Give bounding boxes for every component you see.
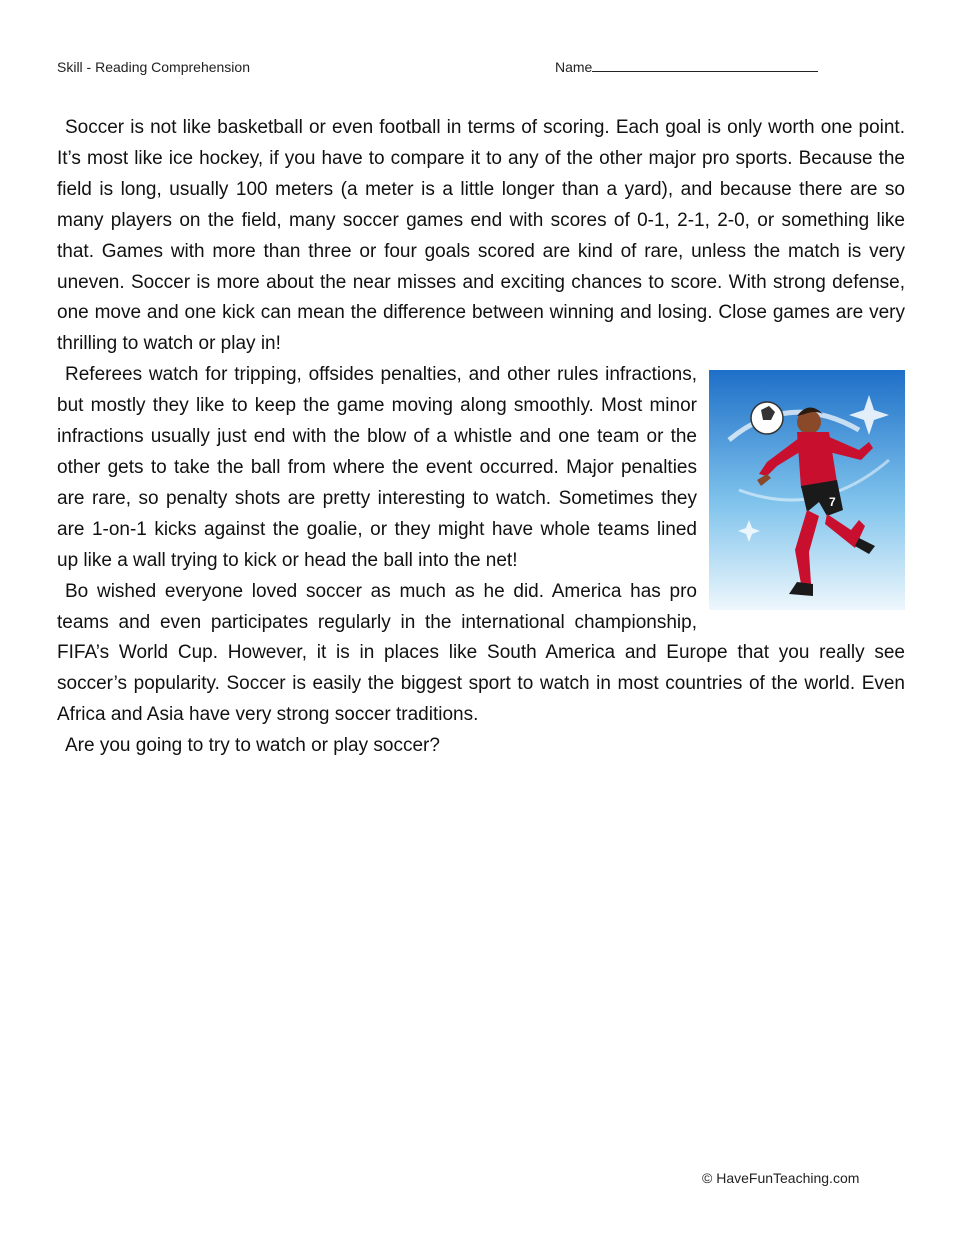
skill-label: Skill - Reading Comprehension bbox=[57, 59, 250, 75]
copyright-footer: © HaveFunTeaching.com bbox=[702, 1170, 860, 1186]
name-label: Name bbox=[555, 59, 593, 75]
paragraph-3: Bo wished everyone loved soccer as much as he did. America has pro teams and even participates regularly in the international championship, FIFA’s World Cup. However, it is in places like South America and Europe that you really see soccer’s popularity. Soccer is easily the biggest sport to watch in most countries of the world. Even Africa and Asia have very strong soccer traditions. bbox=[57, 580, 905, 726]
jersey-number: 7 bbox=[829, 495, 836, 510]
soccer-player-illustration bbox=[709, 370, 905, 610]
paragraph-4: Are you going to try to watch or play soccer? bbox=[65, 735, 440, 757]
name-blank-line[interactable] bbox=[592, 59, 818, 72]
name-field bbox=[555, 59, 818, 75]
reading-passage bbox=[57, 113, 905, 762]
paragraph-1: Soccer is not like basketball or even football in terms of scoring. Each goal is only worth one point. It’s most like ice hockey, if you have to compare it to any of the other major pro sports. Because the field is long, usually 100 meters (a meter is a little longer than a yard), and because there are so many players on the field, many soccer games end with scores of 0-1, 2-1, 2-0, or something like that. Games with more than three or four goals scored are kind of rare, unless the match is very uneven. Soccer is more about the near misses and exciting chances to score. With strong defense, one move and one kick can mean the difference between winning and losing. Close games are very thrilling to watch or play in! bbox=[57, 117, 905, 355]
paragraph-2: Referees watch for tripping, offsides penalties, and other rules infractions, but mostly they like to keep the game moving along smoothly. Most minor infractions usually just end with the blow of a whistle and one team or the other gets to take the ball from where the event occurred. Major penalties are rare, so penalty shots are pretty interesting to watch. Sometimes they are 1-on-1 kicks against the goalie, or they might have whole teams lined up like a wall trying to kick or head the ball into the net! bbox=[57, 364, 697, 571]
